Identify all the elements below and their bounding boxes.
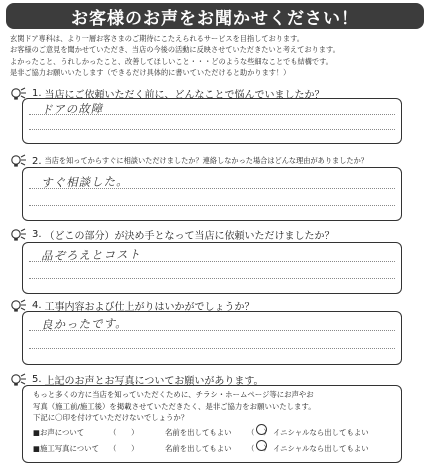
intro-text [10,33,424,79]
paren-left: （ [247,428,255,437]
initials-ok-label: イニシャルなら出してもよい [273,428,369,437]
initials-ok-label: イニシャルなら出してもよい [273,444,369,453]
intro-line: よかったこと、うれしかったこと、改善してほしいこと・・・どのような些細なことでも結構です。 [10,56,333,66]
intro-line: お客様のご意見を聞かせていただき、当店の今後の活動に反映させていただきたいと考えております。 [10,45,340,55]
paren-right: ） [263,428,271,437]
paren-right: ） [263,444,271,453]
question-text: 上記のお声とお写真についてお願いがあります。 [44,376,264,387]
answer-2-handwriting: すぐ相談した。 [40,174,129,190]
circle-mark-icon [256,424,267,435]
consent-row-photo [33,443,395,454]
name-ok-label: 名前を出してもよい [165,444,232,453]
intro-line: 玄関ドア専科は、より一層お客さまのご期待にこたえられるサービスを目指しております。 [10,34,304,43]
consent-row-label: ■お声について [33,428,85,437]
initials-ok-checkbox[interactable] [247,427,273,438]
question-number: 5. [32,374,42,385]
question-text: 工事内容および仕上がりはいかがでしょうか？ [44,302,255,313]
question-number: 4. [32,300,42,311]
consent-box [22,385,402,463]
name-ok-label: 名前を出してもよい [165,428,232,437]
page-title: お客様のお声をお聞かせください！ [71,8,359,29]
initials-ok-checkbox[interactable] [247,443,273,454]
circle-mark-icon [256,440,267,451]
question-number: 2. [32,155,42,167]
intro-line: 是非ご協力お願いいたします（できるだけ具体的に書いていただけると助かります！） [10,68,291,78]
question-2-heading [10,154,368,168]
ruled-line [29,278,395,279]
answer-4-handwriting: 良かったです。 [40,316,128,332]
answer-box-4 [22,311,402,365]
question-number: 1. [32,88,42,99]
lightbulb-icon [10,228,28,242]
ruled-line [29,129,395,130]
paren-left: （ [247,444,255,453]
answer-box-2 [22,167,402,221]
question-text: 当店にご依頼いただく前に、どんなことで悩んでいましたか？ [44,90,325,101]
question-number: 3. [32,229,42,240]
ruled-line [29,205,395,206]
lightbulb-icon [10,154,28,168]
consent-request-text [33,389,395,424]
name-ok-checkbox[interactable]: （ ） [109,444,139,453]
consent-line: もっと多くの方に当店を知っていただくために、チラシ・ホームページ等にお声やお [33,390,314,399]
ruled-line [29,348,395,349]
question-text: 当店を知ってからすぐに相談いただけましたか？連絡しなかった場合はどんな理由がありましたか？ [44,156,368,165]
answer-3-handwriting: 品ぞろえとコスト [40,247,142,263]
question-3-heading [10,227,335,242]
page-title-banner [6,3,424,29]
consent-line: 写真（施工前/施工後）を掲載させていただきたく、是非ご協力をお願いいたします。 [33,401,316,411]
name-ok-checkbox[interactable]: （ ） [109,428,139,437]
answer-box-1 [22,98,402,144]
answer-box-3 [22,242,402,294]
consent-row-label: ■施工写真について [33,444,99,453]
question-text: （どこの部分）が決め手となって当店に依頼いただけましたか？ [44,231,335,242]
answer-1-handwriting: ドアの故障 [40,101,104,117]
consent-row-voice [33,427,395,438]
consent-line: 下記に〇印を付けていただけないでしょうか？ [33,413,189,422]
